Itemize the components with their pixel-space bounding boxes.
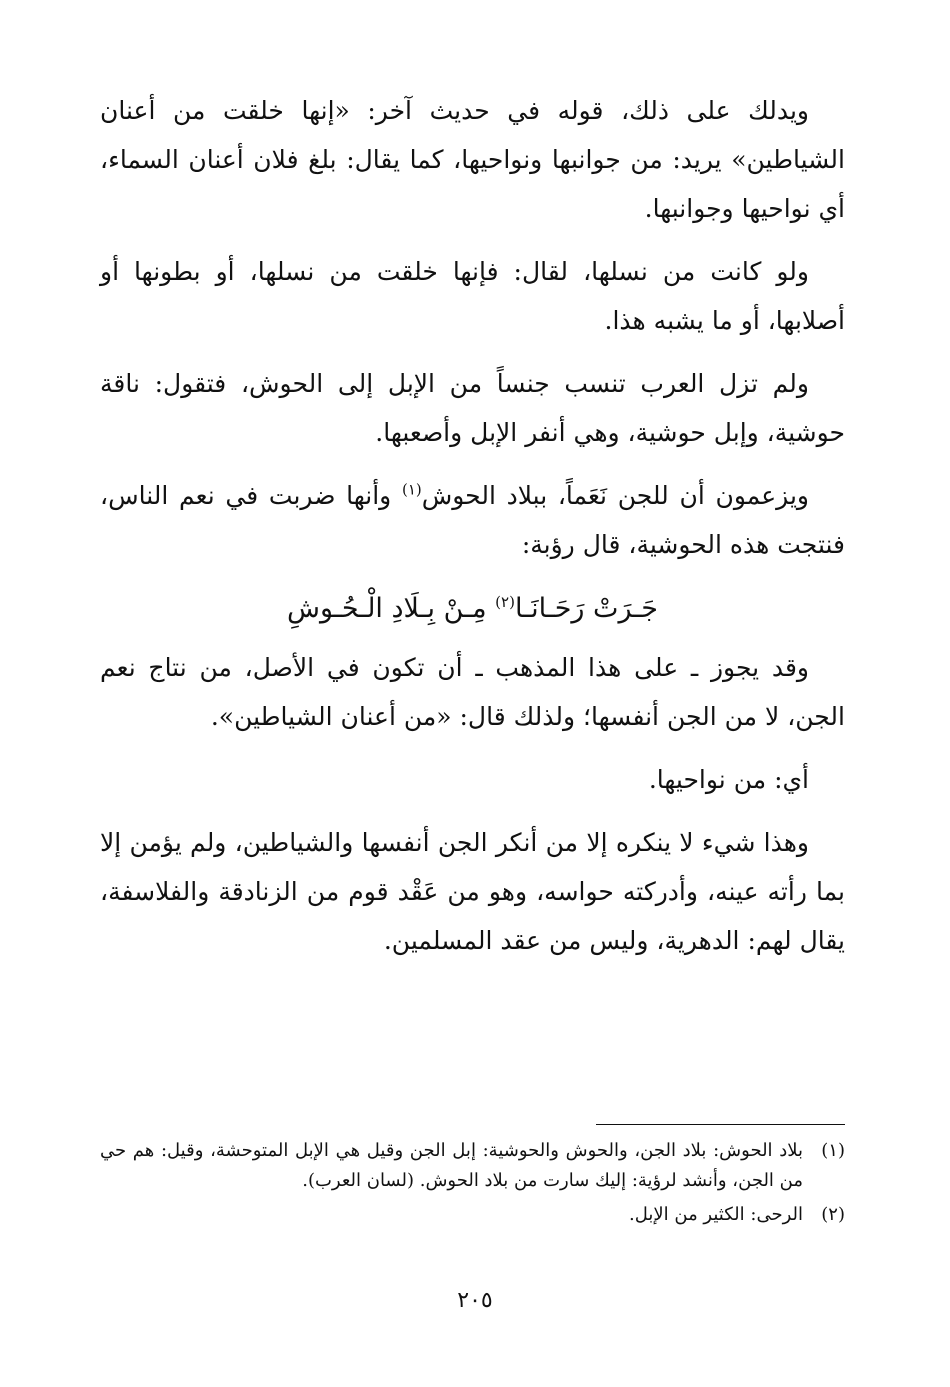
- footnote-divider: [596, 1124, 845, 1125]
- paragraph-2: ولو كانت من نسلها، لقال: فإنها خلقت من نسلها، أو بطونها أو أصلابها، أو ما يشبه هذا.: [100, 257, 845, 335]
- footnote-text: الرحى: الكثير من الإبل.: [629, 1204, 803, 1225]
- page-number: ٢٠٥: [457, 1288, 493, 1313]
- footnote-number: (٢): [821, 1204, 845, 1225]
- verse-text-b: مِـنْ بِـلَادِ الْـحُـوشِ: [287, 593, 496, 624]
- paragraph-3: ولم تزل العرب تنسب جنساً من الإبل إلى الحوش، فتقول: ناقة حوشية، وإبل حوشية، وهي أنفر الإبل وأصعبها.: [100, 369, 845, 447]
- footnotes: [100, 1136, 845, 1234]
- paragraph-4-text-a: ويزعمون أن للجن نَعَماً، ببلاد الحوش: [421, 481, 809, 510]
- paragraph-6: أي: من نواحيها.: [648, 765, 809, 794]
- paragraph-4-text-b: وأنها ضربت في نعم الناس، فنتجت هذه الحوشية، قال رؤبة:: [100, 481, 845, 559]
- verse-text-a: جَـرَتْ رَحَـانَـا: [514, 593, 658, 624]
- paragraph-7: وهذا شيء لا ينكره إلا من أنكر الجن أنفسها والشياطين، ولم يؤمن إلا بما رأته عينه، وأدركته حواسه، وهو من عَقْد قوم من الزنادقة والفلاسفة، يقال لهم: الدهرية، وليس من عقد المسلمين.: [100, 828, 845, 955]
- footnote-item: [100, 1136, 845, 1196]
- paragraph-4: [100, 471, 845, 569]
- paragraph-1: ويدلك على ذلك، قوله في حديث آخر: «إنها خلقت من أعنان الشياطين» يريد: من جوانبها ونواحيها، كما يقال: بلغ فلان أعنان السماء، أي نواحيها وجوانبها.: [100, 96, 845, 223]
- footnote-ref-2[interactable]: (٢): [495, 593, 515, 611]
- footnote-number: (١): [821, 1140, 845, 1161]
- page-body: [100, 86, 845, 979]
- poetry-verse: [100, 583, 845, 635]
- footnote-text: بلاد الحوش: بلاد الجن، والحوش والحوشية: إبل الجن وقيل هي الإبل المتوحشة، وقيل: هم حي من الجن، وأنشد لرؤية: إليك سارت من بلاد الحوش. (لسان العرب).: [100, 1140, 803, 1191]
- paragraph-5: وقد يجوز ـ على هذا المذهب ـ أن تكون في الأصل، من نتاج نعم الجن، لا من الجن أنفسها؛ ولذلك قال: «من أعنان الشياطين».: [100, 653, 845, 731]
- footnote-item: [100, 1200, 845, 1230]
- footnote-ref-1[interactable]: (١): [401, 480, 422, 499]
